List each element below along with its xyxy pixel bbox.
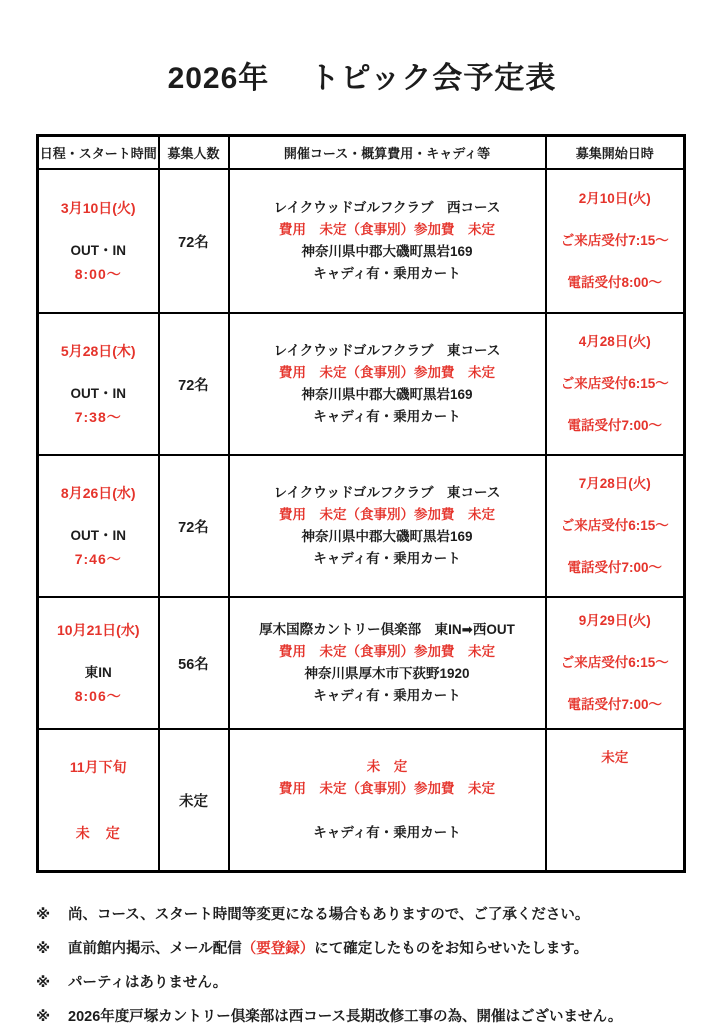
date-start-cell (38, 455, 159, 597)
capacity-cell (159, 169, 229, 313)
visit-reception: ご来店受付7:15～ (560, 233, 669, 248)
column-header-course-fee-caddie: 開催コース・概算費用・キャディ等 (229, 136, 546, 170)
note-text: 2026年度戸塚カントリー倶楽部は西コース長期改修工事の為、開催はございません。 (68, 1009, 623, 1025)
event-date: 3月10日(火) (60, 200, 136, 216)
start-course-label: 東IN (84, 665, 112, 680)
course-detail-cell (229, 169, 546, 313)
capacity-cell (159, 313, 229, 455)
caddie-cart-line: キャディ有・乗用カート (313, 409, 461, 424)
recruit-start-cell (546, 313, 685, 455)
course-name: レイクウッドゴルフクラブ 東コース (273, 485, 501, 500)
recruit-date: 9月29日(火) (578, 613, 651, 628)
course-address: 神奈川県中郡大磯町黒岩169 (301, 387, 473, 402)
start-time: 未 定 (75, 825, 121, 841)
schedule-table (36, 134, 686, 873)
column-header-capacity: 募集人数 (159, 136, 229, 170)
capacity-value: 72名 (178, 519, 209, 536)
recruit-start-cell (546, 729, 685, 872)
date-start-cell (38, 313, 159, 455)
course-detail-cell (229, 729, 546, 872)
visit-reception (547, 789, 684, 811)
note-text: パーティはありません。 (68, 975, 228, 991)
fee-line: 費用 未定（食事別）参加費 未定 (279, 365, 495, 380)
fee-line: 費用 未定（食事別）参加費 未定 (279, 222, 495, 237)
note-text: にて確定したものをお知らせいたします。 (314, 941, 589, 957)
date-start-cell (38, 597, 159, 729)
visit-reception: ご来店受付6:15～ (560, 655, 669, 670)
schedule-row (38, 313, 685, 455)
capacity-value: 未定 (179, 793, 208, 810)
capacity-cell (159, 597, 229, 729)
recruit-date: 4月28日(火) (578, 334, 651, 349)
footnotes (36, 905, 724, 1027)
event-date: 10月21日(水) (57, 622, 140, 638)
course-address: 神奈川県中郡大磯町黒岩169 (301, 244, 473, 259)
start-time: 7:38～ (74, 409, 122, 425)
fee-line: 費用 未定（食事別）参加費 未定 (279, 644, 495, 659)
course-detail-cell (229, 597, 546, 729)
note-marker: ※ (36, 941, 51, 957)
capacity-cell (159, 729, 229, 872)
schedule-row (38, 597, 685, 729)
note-text: 直前館内掲示、メール配信 (68, 941, 242, 957)
schedule-row (38, 455, 685, 597)
page-title: 2026年 トピック会予定表 (167, 62, 557, 95)
note-marker: ※ (36, 907, 51, 923)
capacity-cell (159, 455, 229, 597)
event-date: 11月下旬 (69, 759, 127, 775)
capacity-value: 72名 (178, 234, 209, 251)
fee-line: 費用 未定（食事別）参加費 未定 (279, 781, 495, 796)
column-header-recruit-start: 募集開始日時 (546, 136, 685, 170)
recruit-date: 未定 (601, 750, 629, 765)
fee-line: 費用 未定（食事別）参加費 未定 (279, 507, 495, 522)
recruit-date: 7月28日(火) (578, 476, 651, 491)
event-date: 8月26日(水) (60, 485, 136, 501)
course-address: 神奈川県厚木市下荻野1920 (304, 666, 470, 681)
footnote (36, 939, 724, 959)
visit-reception: ご来店受付6:15～ (560, 518, 669, 533)
date-start-cell (38, 729, 159, 872)
recruit-start-cell (546, 597, 685, 729)
start-course-label (39, 801, 158, 819)
course-name: 厚木国際カントリー倶楽部 東IN➡西OUT (259, 622, 515, 637)
note-marker: ※ (36, 1009, 51, 1025)
recruit-start-cell (546, 169, 685, 313)
date-start-cell (38, 169, 159, 313)
caddie-cart-line: キャディ有・乗用カート (313, 551, 461, 566)
schedule-row (38, 729, 685, 872)
footnote (36, 905, 724, 925)
phone-reception: 電話受付7:00～ (567, 697, 663, 712)
caddie-cart-line: キャディ有・乗用カート (313, 825, 461, 840)
start-time: 8:06～ (74, 688, 122, 704)
course-name: レイクウッドゴルフクラブ 東コース (273, 343, 501, 358)
capacity-value: 72名 (178, 377, 209, 394)
phone-reception: 電話受付7:00～ (567, 418, 663, 433)
start-course-label: OUT・IN (70, 243, 126, 258)
course-detail-cell (229, 455, 546, 597)
phone-reception (547, 831, 684, 853)
course-address (230, 800, 545, 822)
start-course-label: OUT・IN (70, 528, 126, 543)
note-text-red: （要登録） (241, 941, 315, 957)
recruit-start-cell (546, 455, 685, 597)
capacity-value: 56名 (178, 656, 209, 673)
footnote (36, 1007, 724, 1027)
visit-reception: ご来店受付6:15～ (560, 376, 669, 391)
column-header-date-start: 日程・スタート時間 (38, 136, 159, 170)
start-course-label: OUT・IN (70, 386, 126, 401)
start-time: 7:46～ (74, 551, 122, 567)
note-text: 尚、コース、スタート時間等変更になる場合もありますので、ご了承ください。 (68, 907, 590, 923)
footnote (36, 973, 724, 993)
caddie-cart-line: キャディ有・乗用カート (313, 266, 461, 281)
recruit-date: 2月10日(火) (578, 191, 651, 206)
course-name: レイクウッドゴルフクラブ 西コース (273, 200, 501, 215)
header-row (38, 136, 685, 170)
caddie-cart-line: キャディ有・乗用カート (313, 688, 461, 703)
note-marker: ※ (36, 975, 51, 991)
schedule-row (38, 169, 685, 313)
course-name: 未 定 (366, 759, 408, 774)
event-date: 5月28日(木) (60, 343, 136, 359)
course-detail-cell (229, 313, 546, 455)
course-address: 神奈川県中郡大磯町黒岩169 (301, 529, 473, 544)
start-time: 8:00～ (74, 266, 122, 282)
phone-reception: 電話受付7:00～ (567, 560, 663, 575)
phone-reception: 電話受付8:00～ (567, 275, 663, 290)
